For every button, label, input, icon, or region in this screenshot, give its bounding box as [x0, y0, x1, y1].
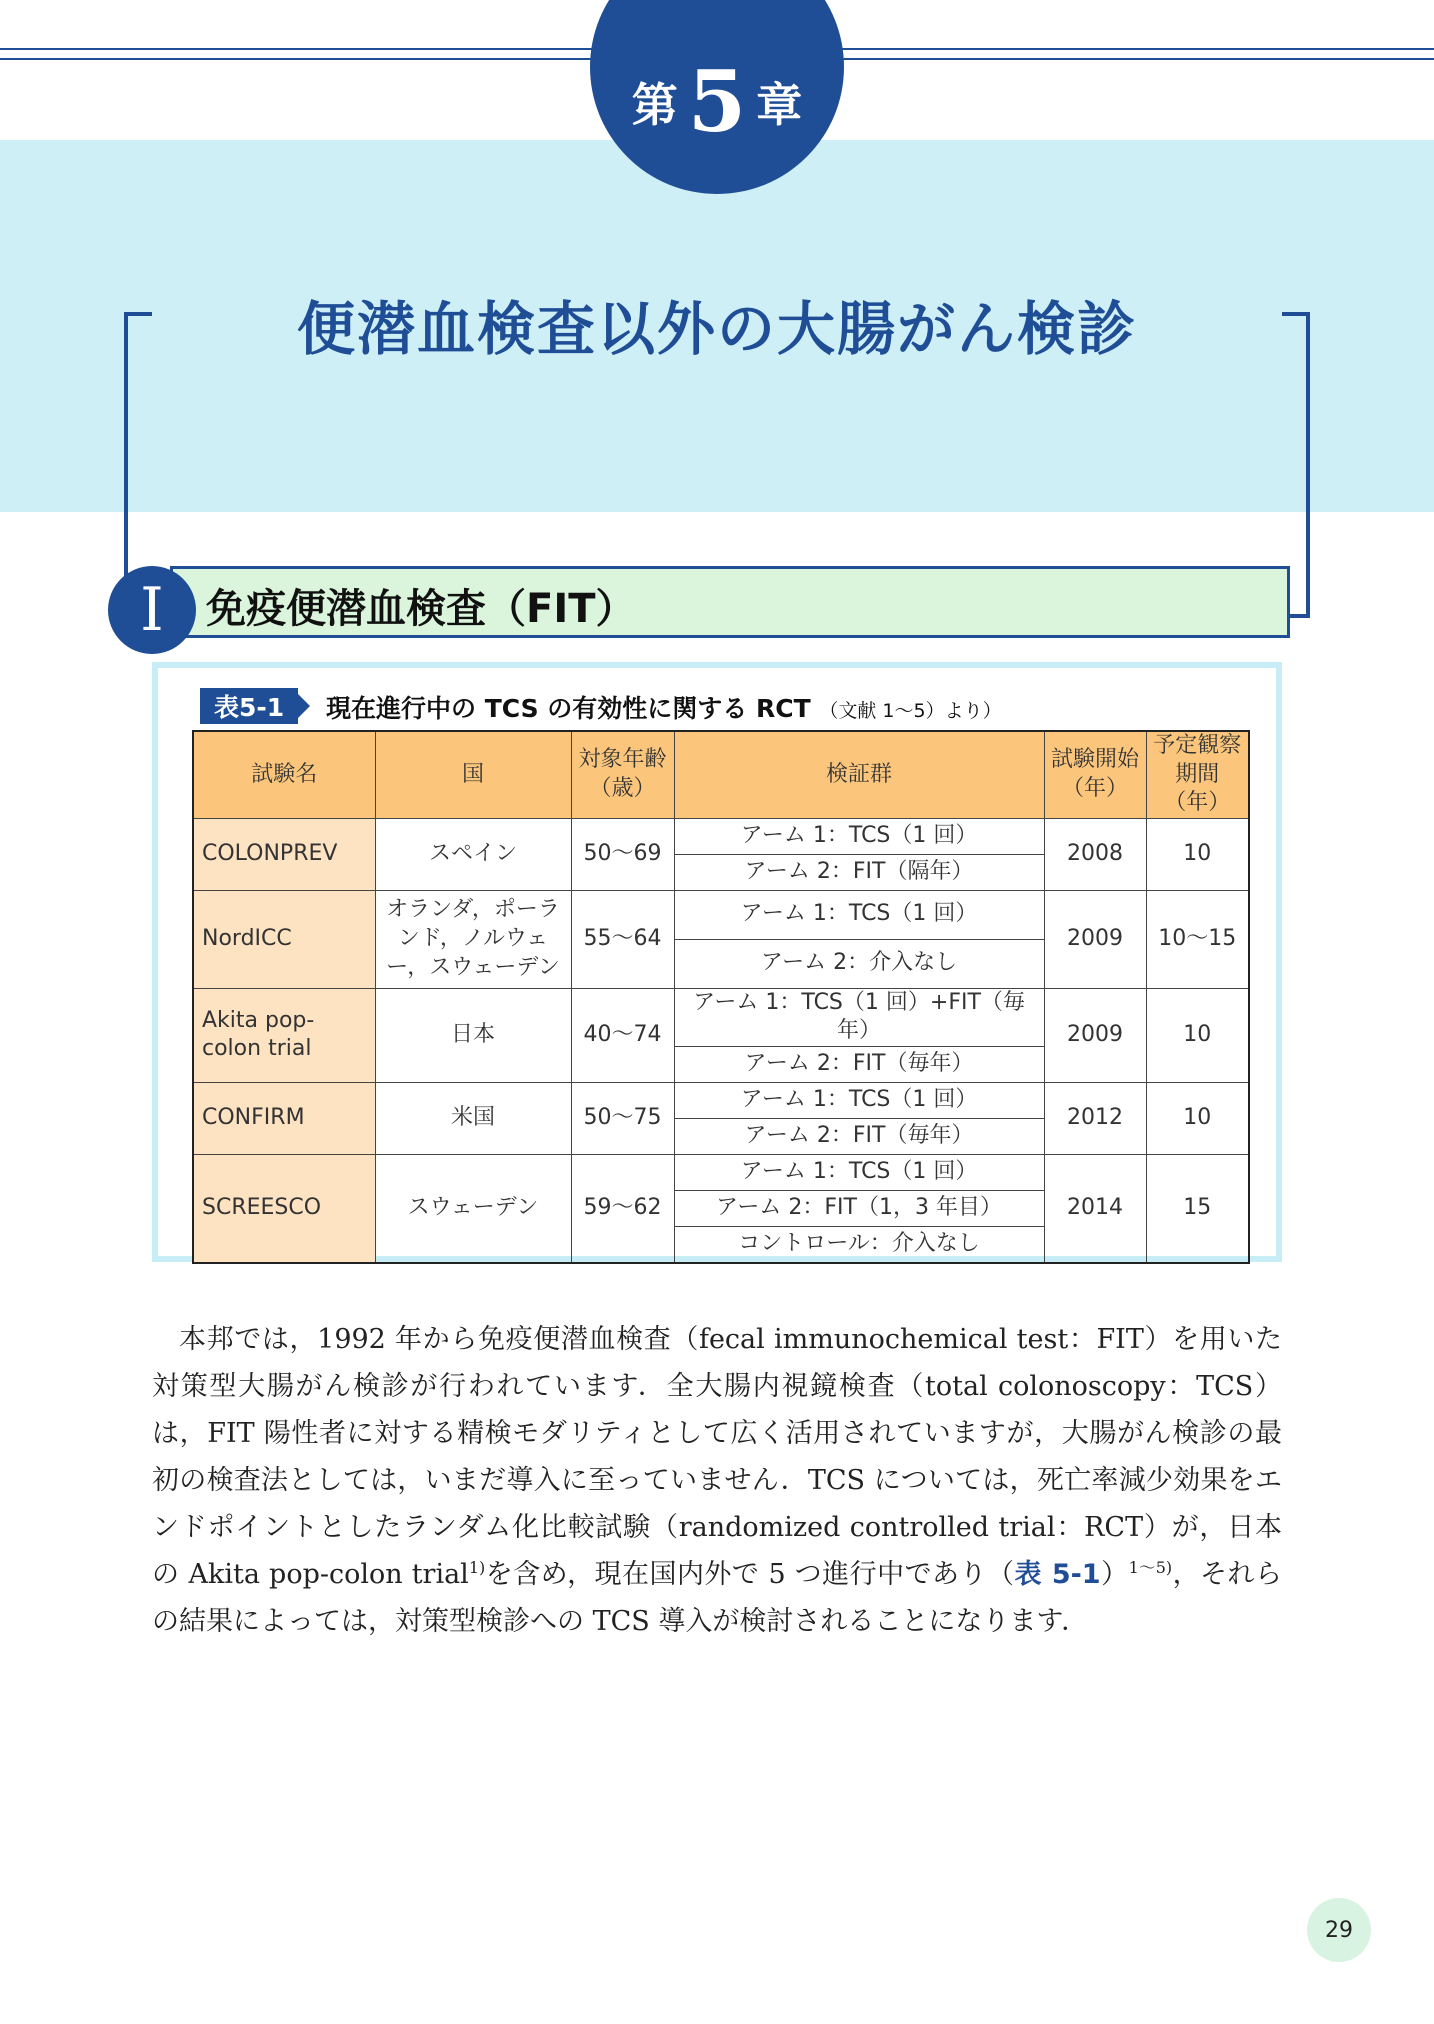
trial-start: 2009 [1044, 890, 1146, 988]
table-title: 現在進行中の TCS の有効性に関する RCT [326, 694, 811, 723]
trial-name: NordICC [193, 890, 375, 988]
chapter-suffix: 章 [756, 78, 803, 132]
header-country: 国 [375, 731, 571, 818]
table-caption [326, 689, 1002, 725]
chapter-number: 5 [687, 52, 747, 151]
header-name: 試験名 [193, 731, 375, 818]
trial-arm: アーム 1：TCS（1 回）+FIT（毎年） [674, 988, 1044, 1046]
trial-arm: アーム 2：FIT（隔年） [674, 854, 1044, 890]
header-period: 予定観察期間（年） [1146, 731, 1249, 818]
trial-age: 59〜62 [571, 1154, 674, 1263]
trial-arm: アーム 1：TCS（1 回） [674, 1082, 1044, 1118]
trial-arm: アーム 2：FIT（1，3 年目） [674, 1190, 1044, 1226]
page-number: 29 [1307, 1898, 1371, 1962]
table-row [193, 818, 1249, 854]
table-reference: （文献 1〜5）より） [819, 700, 1002, 722]
trial-start: 2014 [1044, 1154, 1146, 1263]
trial-name: CONFIRM [193, 1082, 375, 1154]
table-header-row [193, 731, 1249, 818]
trial-name: COLONPREV [193, 818, 375, 890]
trial-arm: アーム 1：TCS（1 回） [674, 818, 1044, 854]
trial-country: スウェーデン [375, 1154, 571, 1263]
trial-period: 10 [1146, 988, 1249, 1082]
chapter-title: 便潜血検査以外の大腸がん検診 [296, 295, 1137, 363]
body-paragraph [152, 1316, 1282, 1645]
trial-arm: アーム 2：介入なし [674, 939, 1044, 988]
body-text-part4: ，それらの結果によっては，対策型検診への TCS 導入が検討されることになります． [152, 1559, 1283, 1637]
trial-period: 15 [1146, 1154, 1249, 1263]
trial-country: 米国 [375, 1082, 571, 1154]
footnote-1: 1) [468, 1558, 486, 1577]
table-label-arrow [292, 688, 310, 724]
header-age: 対象年齢（歳） [571, 731, 674, 818]
trial-age: 50〜75 [571, 1082, 674, 1154]
trial-age: 40〜74 [571, 988, 674, 1082]
trial-country: 日本 [375, 988, 571, 1082]
trial-age: 55〜64 [571, 890, 674, 988]
table-row [193, 1082, 1249, 1118]
trial-country: オランダ，ポーランド，ノルウェー，スウェーデン [375, 890, 571, 988]
trial-name: Akita pop-colon trial [193, 988, 375, 1082]
chapter-prefix: 第 [631, 78, 678, 132]
body-text-part2: を含め，現在国内外で 5 つ進行中であり（ [485, 1559, 1015, 1590]
header-arms: 検証群 [674, 731, 1044, 818]
trial-period: 10 [1146, 818, 1249, 890]
trial-arm: アーム 1：TCS（1 回） [674, 890, 1044, 939]
trial-name: SCREESCO [193, 1154, 375, 1263]
trial-period: 10〜15 [1146, 890, 1249, 988]
section-title: 免疫便潜血検査（FIT） [206, 586, 636, 632]
trial-country: スペイン [375, 818, 571, 890]
trial-arm: アーム 2：FIT（毎年） [674, 1118, 1044, 1154]
trial-start: 2008 [1044, 818, 1146, 890]
table-row [193, 890, 1249, 939]
rct-table [192, 730, 1250, 1264]
table-row [193, 1154, 1249, 1190]
footnote-2: 1〜5) [1128, 1558, 1173, 1577]
table-label: 表5-1 [200, 688, 298, 724]
trial-start: 2009 [1044, 988, 1146, 1082]
table-box [152, 662, 1282, 1262]
trial-arm: アーム 2：FIT（毎年） [674, 1046, 1044, 1082]
section-number: I [108, 566, 196, 654]
body-text [152, 1316, 1282, 1645]
body-text-part1: 本邦では，1992 年から免疫便潜血検査（fecal immunochemical test：FIT）を用いた対策型大腸がん検診が行われています．全大腸内視鏡検査（total colonoscopy：TCS）は，FIT 陽性者に対する精検モダリティとして広く活用されていますが，大腸がん検診の最初の検査法としては，いまだ導入に至っていません．TCS については，死亡率減少効果をエンドポイントとしたランダム化比較試験（randomized controlled trial：RCT）が，日本の Akita pop-colon trial [152, 1324, 1282, 1590]
trial-arm: コントロール：介入なし [674, 1226, 1044, 1263]
table-ref-link[interactable]: 表 5-1 [1014, 1559, 1101, 1590]
table-row [193, 988, 1249, 1046]
trial-start: 2012 [1044, 1082, 1146, 1154]
body-text-part3: ） [1100, 1559, 1129, 1590]
trial-period: 10 [1146, 1082, 1249, 1154]
trial-arm: アーム 1：TCS（1 回） [674, 1154, 1044, 1190]
trial-age: 50〜69 [571, 818, 674, 890]
header-start: 試験開始（年） [1044, 731, 1146, 818]
